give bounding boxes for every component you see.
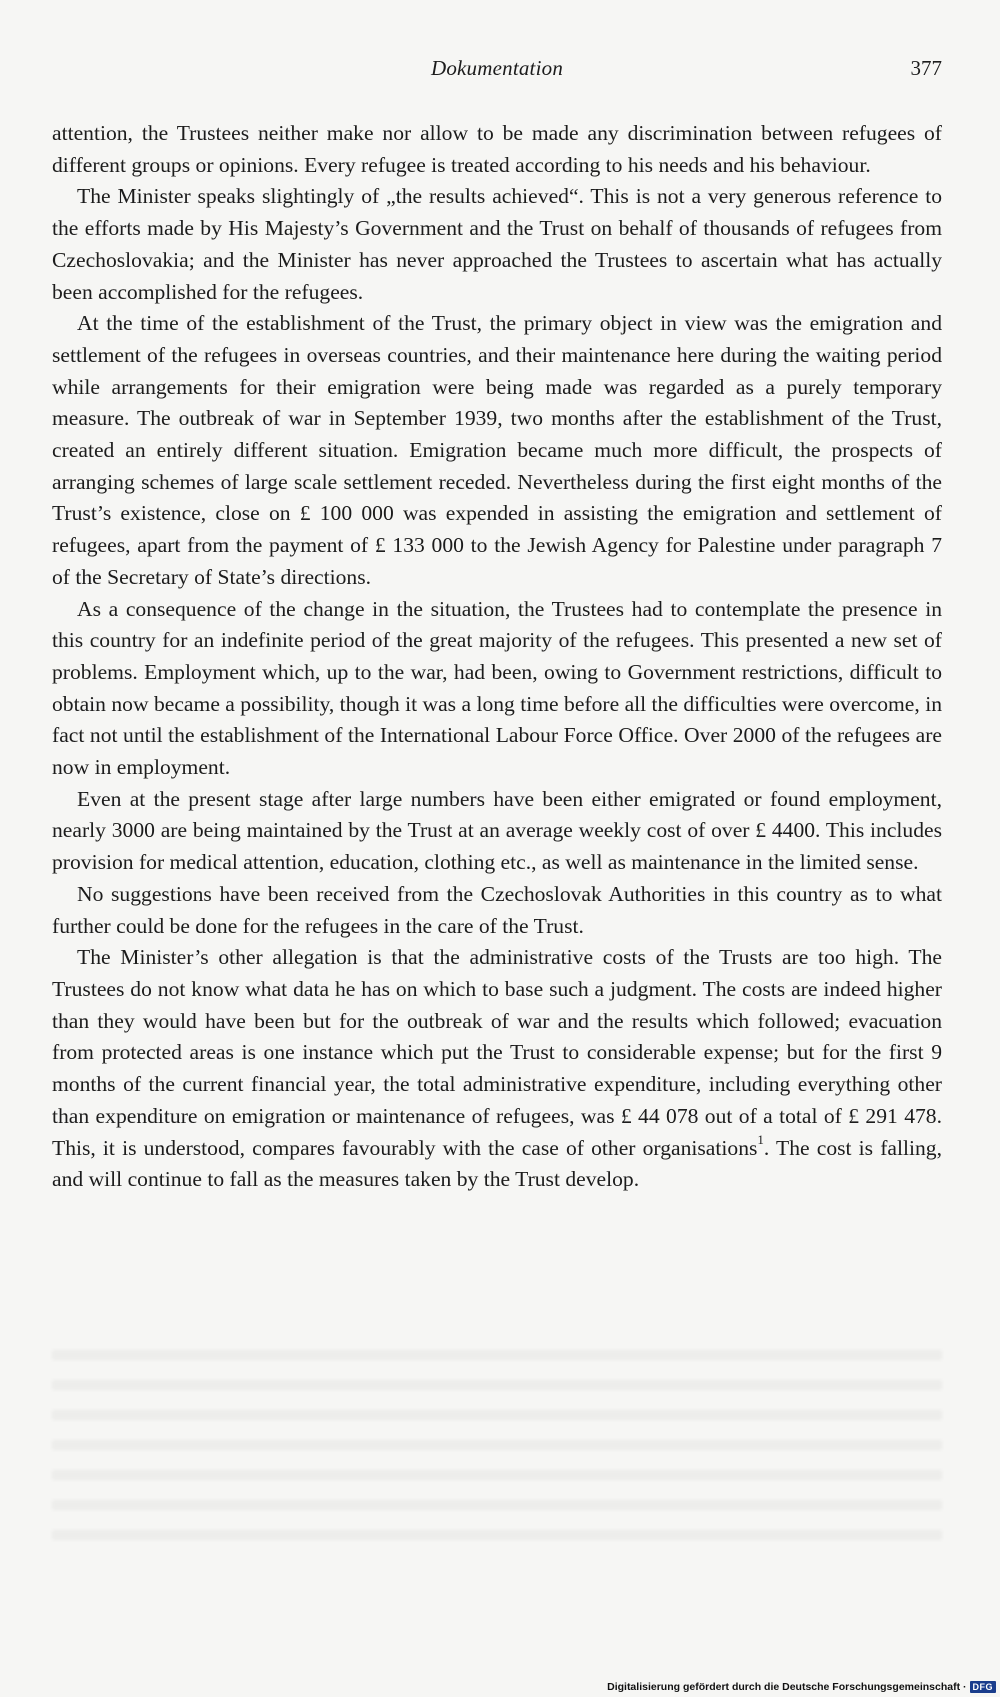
paragraph-establishment: At the time of the establishment of the Trust, the primary object in view was the emigration and settlement of the refugees in overseas countries, and their maintenance here during the waiting period while arrangements for their emigration were being made was regarded as a purely temporary measure. The outbreak of war in September 1939, two months after the establishment of the Trust, created an entirely different situation. Emigration became much more difficult, the prospects of arranging schemes of large scale settlement receded. Nevertheless during the first eight months of the Trust’s existence, close on £ 100 000 was expended in assisting the emigration and settlement of refugees, apart from the payment of £ 133 000 to the Jewish Agency for Palestine under paragraph 7 of the Secretary of State’s directions. — [52, 311, 942, 589]
page-header — [52, 56, 942, 90]
show-through-background — [52, 1330, 942, 1560]
admin-costs-text-end: . The cost is falling, and will continue to fall as the measures taken by the Trust develop. — [52, 1135, 942, 1192]
paragraph-no-suggestions: No suggestions have been received from the Czechoslovak Authorities in this country as to what further could be done for the refugees in the care of the Trust. — [52, 881, 942, 938]
paragraph-continuation: attention, the Trustees neither make nor allow to be made any discrimination between refugees of different groups or opinions. Every refugee is treated according to his needs and his behaviour. — [52, 121, 942, 177]
footnote-marker: 1 — [757, 1132, 764, 1148]
paragraph-administrative-costs — [52, 942, 942, 1196]
admin-costs-text: The Minister’s other allegation is that the administrative costs of the Trusts are too high. The Trustees do not know what data he has on which to base such a judgment. The costs are indeed higher than they would have been but for the outbreak of war and the results which followed; evacuation from protected areas is one instance which put the Trust to considerable expense; but for the first 9 months of the current financial year, the total administrative expenditure, including everything other than expenditure on emigration or maintenance of refugees, was £ 44 078 out of a total of £ 291 478. This, it is understood, compares favourably with the case of other organisations — [52, 945, 942, 1160]
page-number: 377 — [910, 56, 942, 80]
body-text — [52, 118, 942, 1196]
paragraph-present-stage: Even at the present stage after large numbers have been either emigrated or found employment, nearly 3000 are being maintained by the Trust at an average weekly cost of over £ 4400. This includes provision for medical attention, education, clothing etc., as well as maintenance in the limited sense. — [52, 786, 942, 875]
paragraph-results-achieved: The Minister speaks slightingly of „the results achieved“. This is not a very generous reference to the efforts made by His Majesty’s Government and the Trust on behalf of thousands of refugees from Czechoslovakia; and the Minister has never approached the Trustees to ascertain what has actually been accomplished for the refugees. — [52, 184, 942, 304]
paragraph-change-situation: As a consequence of the change in the situation, the Trustees had to contemplate the presence in this country for an indefinite period of the great majority of the refugees. This presented a new set of problems. Employment which, up to the war, had been, owing to Government restrictions, difficult to obtain now became a possibility, though it was a long time before all the difficulties were overcome, in fact not until the establishment of the International Labour Force Office. Over 2000 of the refugees are now in employment. — [52, 596, 942, 780]
credit-text: Digitalisierung gefördert durch die Deutsche Forschungsgemeinschaft · — [607, 1681, 967, 1693]
digitization-credit — [607, 1681, 996, 1693]
running-title: Dokumentation — [430, 56, 564, 80]
dfg-logo-icon: DFG — [970, 1681, 997, 1693]
